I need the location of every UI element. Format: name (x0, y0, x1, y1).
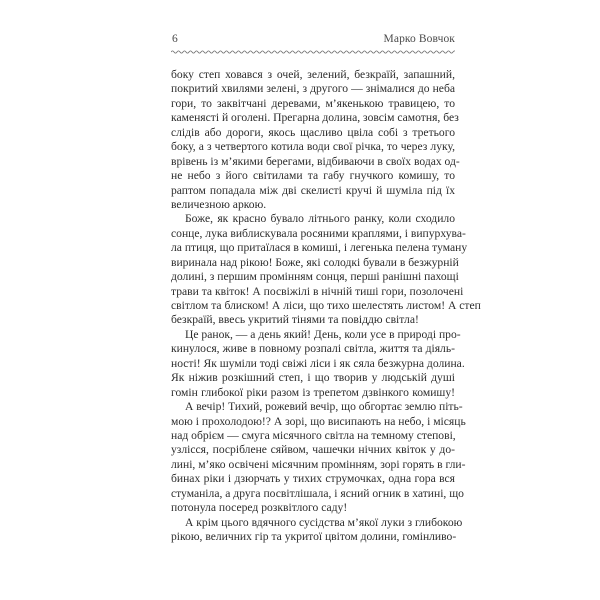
text-line: ла птиця, що притаїлася в комиші, і легенька пелена туману (171, 241, 468, 255)
text-line: потонула посеред розквітлого саду! (171, 501, 348, 515)
text-line: боку степ ховався з очей, зелений, безкраїй, запашний, (171, 68, 455, 81)
paragraph (171, 68, 460, 212)
text-line: боку, а з четвертого котила води свої річка, то через луку, (171, 140, 455, 154)
text-line: А крім цього вдячного сусідства м’якої луки з глибокою (185, 515, 463, 529)
text-line: над обрієм — смуга місячного світла на темному степові, (171, 428, 456, 442)
paragraph (171, 327, 465, 400)
text-line: величезною аркою. (171, 197, 267, 211)
text-line: Як ніжив розкішний степ, і що творив у людській душі (171, 371, 455, 385)
text-line: врівень із м’якими берегами, відбиваючи в своїх водах од- (171, 154, 460, 168)
text-line: лині, м’яко освічені місячним промінням, зорі горять в гли- (171, 457, 466, 471)
text-line: каменясті й оголені. Прегарна долина, зовсім самотня, без (171, 111, 459, 125)
text-line: не небо з його світилами та габу гнучкого комишу, то (171, 169, 455, 183)
text-line: безкраїй, ввесь укритий тінями та повіддю світла! (171, 313, 419, 327)
text-line: слідів або дороги, якось щасливо цвіла собі з третього (171, 125, 455, 139)
text-line: раптом попадала між дві скелисті кручі й шуміла під їх (171, 183, 455, 197)
paragraph (171, 400, 466, 516)
text-line: бинах ріки і дзюрчать у тихих струмочках, одна гора вся (171, 472, 455, 486)
book-page (171, 30, 481, 543)
text-line: трави та квіток! А посвіжілі в нічній тиші гори, позолочені (171, 284, 464, 298)
text-line: стуманіла, а друга посвітлішала, і ясний огник в хатині, що (171, 486, 464, 500)
text-line: рікою, величних гір та укритої цвітом долини, гомінливо- (171, 530, 457, 543)
text-line: гори, то заквітчані деревами, м’якенькою травицею, то (171, 96, 455, 110)
text-line: мою і прохолодою!? А зорі, що висипають на небо, і місяць (171, 414, 466, 428)
text-line: долині, з першим промінням сонця, перші ранішні пахощі (171, 270, 459, 284)
paragraph (171, 212, 481, 328)
paragraph (171, 515, 463, 545)
text-line: кинулося, живе в повному розпалі світла, життя та діяль- (171, 342, 455, 356)
page-number: 6 (172, 33, 178, 45)
page-header (171, 30, 455, 48)
text-line: покритий хвилями зелені, з другого — знімалися до неба (171, 82, 455, 96)
text-line: виринала над рікою! Боже, які солодкі бували в безжурній (171, 255, 459, 269)
text-line: узлісся, посріблене сяйвом, чашечки нічних квіток у до- (171, 443, 455, 457)
text-line: Це ранок, — а день який! День, коли усе в природі про- (185, 327, 461, 341)
text-line: гомін глибокої ріки разом із трепетом дзвінкого комишу! (171, 385, 455, 399)
text-line: світлом та блиском! А ліси, що тихо шелестять листом! А степ (171, 299, 481, 312)
wavy-divider-ornament (171, 49, 455, 55)
text-line: А вечір! Тихий, рожевий вечір, що обгортає землю піть- (185, 400, 463, 414)
text-line: сонце, лука виблискувала росяними краплями, і випурхува- (171, 226, 466, 240)
text-line: Боже, як красно бувало літнього ранку, коли сходило (185, 212, 455, 226)
body-text (171, 68, 481, 544)
running-title: Марко Вовчок (383, 33, 455, 45)
text-line: ності! Як шуміли тоді свіжі ліси і як сяла безжурна долина. (171, 356, 465, 370)
